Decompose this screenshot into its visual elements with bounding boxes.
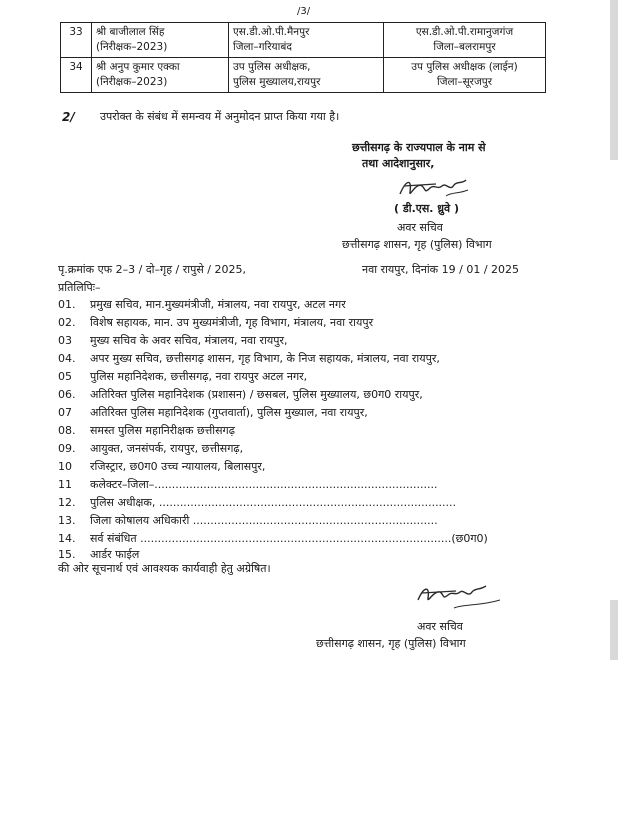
new-district: जिला–बलरामपुर <box>433 41 496 53</box>
officer-name-cell <box>92 23 229 58</box>
item-text: जिला कोषालय अधिकारी ...................................................................... <box>90 514 438 527</box>
forwarder-department: छत्तीसगढ़ शासन, गृह (पुलिस) विभाग <box>316 637 466 650</box>
item-number: 01. <box>58 298 76 311</box>
page-number: /3/ <box>297 6 311 17</box>
transfer-table <box>60 22 546 93</box>
item-text: प्रमुख सचिव, मान.मुख्यमंत्रीजी, मंत्रालय, नवा रायपुर, अटल नगर <box>90 298 346 311</box>
page-edge-shadow <box>610 600 618 660</box>
item-text: कलेक्टर–जिला–................................................................................. <box>90 478 438 491</box>
item-text: आर्डर फाईल <box>90 548 140 561</box>
item-text: समस्त पुलिस महानिरीक्षक छत्तीसगढ़ <box>90 424 235 437</box>
item-text: मुख्य सचिव के अवर सचिव, मंत्रालय, नवा रायपुर, <box>90 334 288 347</box>
item-number: 10 <box>58 460 72 473</box>
forwarder-designation: अवर सचिव <box>417 620 463 633</box>
item-number: 14. <box>58 532 76 545</box>
new-posting-cell <box>384 23 546 58</box>
item-text: रजिस्ट्रार, छ0ग0 उच्च न्यायालय, बिलासपुर, <box>90 460 266 473</box>
item-text: अतिरिक्त पुलिस महानिदेशक (गुप्तवार्ता), पुलिस मुख्याल, नवा रायपुर, <box>90 406 368 419</box>
signature-image <box>396 172 476 202</box>
item-number: 04. <box>58 352 76 365</box>
signatory-designation: अवर सचिव <box>397 221 443 234</box>
new-district: जिला–सूरजपुर <box>436 76 493 88</box>
current-posting-cell <box>229 58 384 93</box>
item-text: पुलिस महानिदेशक, छत्तीसगढ़, नवा रायपुर अटल नगर, <box>90 370 308 383</box>
governor-name-line: छत्तीसगढ़ के राज्यपाल के नाम से <box>352 141 486 154</box>
item-text: अतिरिक्त पुलिस महानिदेशक (प्रशासन) / छसबल, पुलिस मुख्यालय, छ0ग0 रायपुर, <box>90 388 423 401</box>
forwarding-text: की ओर सूचनार्थ एवं आवश्यक कार्यवाही हेतु अग्रेषित। <box>58 562 271 575</box>
item-number: 08. <box>58 424 76 437</box>
officer-rank: (निरीक्षक–2023) <box>96 76 168 88</box>
copy-heading: प्रतिलिपिः– <box>58 281 101 294</box>
current-district: पुलिस मुख्यालय,रायपुर <box>233 76 321 88</box>
approval-paragraph: उपरोक्त के संबंध में समन्वय में अनुमोदन प्राप्त किया गया है। <box>100 110 340 123</box>
endorsement-reference: पृ.क्रमांक एफ 2–3 / दो–गृह / रापुसे / 2025, <box>58 263 246 276</box>
item-number: 13. <box>58 514 76 527</box>
item-number: 05 <box>58 370 72 383</box>
order-line: तथा आदेशानुसार, <box>362 157 435 170</box>
signatory-name: ( डी.एस. ध्रुवे ) <box>394 202 460 215</box>
item-number: 06. <box>58 388 76 401</box>
endorsement-date: नवा रायपुर, दिनांक 19 / 01 / 2025 <box>362 263 520 276</box>
officer-name: श्री बाजीलाल सिंह <box>96 26 165 38</box>
serial-cell: 33 <box>61 23 92 58</box>
signature-image <box>414 580 506 612</box>
new-post: उप पुलिस अधीक्षक (लाईन) <box>411 61 518 73</box>
item-number: 02. <box>58 316 76 329</box>
item-number: 09. <box>58 442 76 455</box>
page-edge-shadow <box>610 0 618 160</box>
item-text: आयुक्त, जनसंपर्क, रायपुर, छत्तीसगढ़, <box>90 442 244 455</box>
item-text: सर्व संबंधित .........................................................................................(छ0ग0) <box>90 532 488 545</box>
current-post: उप पुलिस अधीक्षक, <box>233 61 311 73</box>
officer-rank: (निरीक्षक–2023) <box>96 41 168 53</box>
signatory-department: छत्तीसगढ़ शासन, गृह (पुलिस) विभाग <box>342 238 492 251</box>
current-district: जिला–गरियाबंद <box>233 41 292 53</box>
new-posting-cell <box>384 58 546 93</box>
current-post: एस.डी.ओ.पी.मैनपुर <box>233 26 310 38</box>
item-text: विशेष सहायक, मान. उप मुख्यमंत्रीजी, गृह विभाग, मंत्रालय, नवा रायपुर <box>90 316 374 329</box>
table-row <box>61 58 546 93</box>
item-number: 15. <box>58 548 76 561</box>
item-number: 03 <box>58 334 72 347</box>
table-row <box>61 23 546 58</box>
item-number: 07 <box>58 406 72 419</box>
serial-cell: 34 <box>61 58 92 93</box>
current-posting-cell <box>229 23 384 58</box>
item-text: पुलिस अधीक्षक, ..................................................................................... <box>90 496 457 509</box>
officer-name-cell <box>92 58 229 93</box>
paragraph-number: 2/ <box>62 110 75 124</box>
item-number: 11 <box>58 478 72 491</box>
new-post: एस.डी.ओ.पी.रामानुजगंज <box>415 26 514 38</box>
item-text: अपर मुख्य सचिव, छत्तीसगढ़ शासन, गृह विभाग, के निज सहायक, मंत्रालय, नवा रायपुर, <box>90 352 440 365</box>
officer-name: श्री अनुप कुमार एक्का <box>96 61 180 73</box>
item-number: 12. <box>58 496 76 509</box>
